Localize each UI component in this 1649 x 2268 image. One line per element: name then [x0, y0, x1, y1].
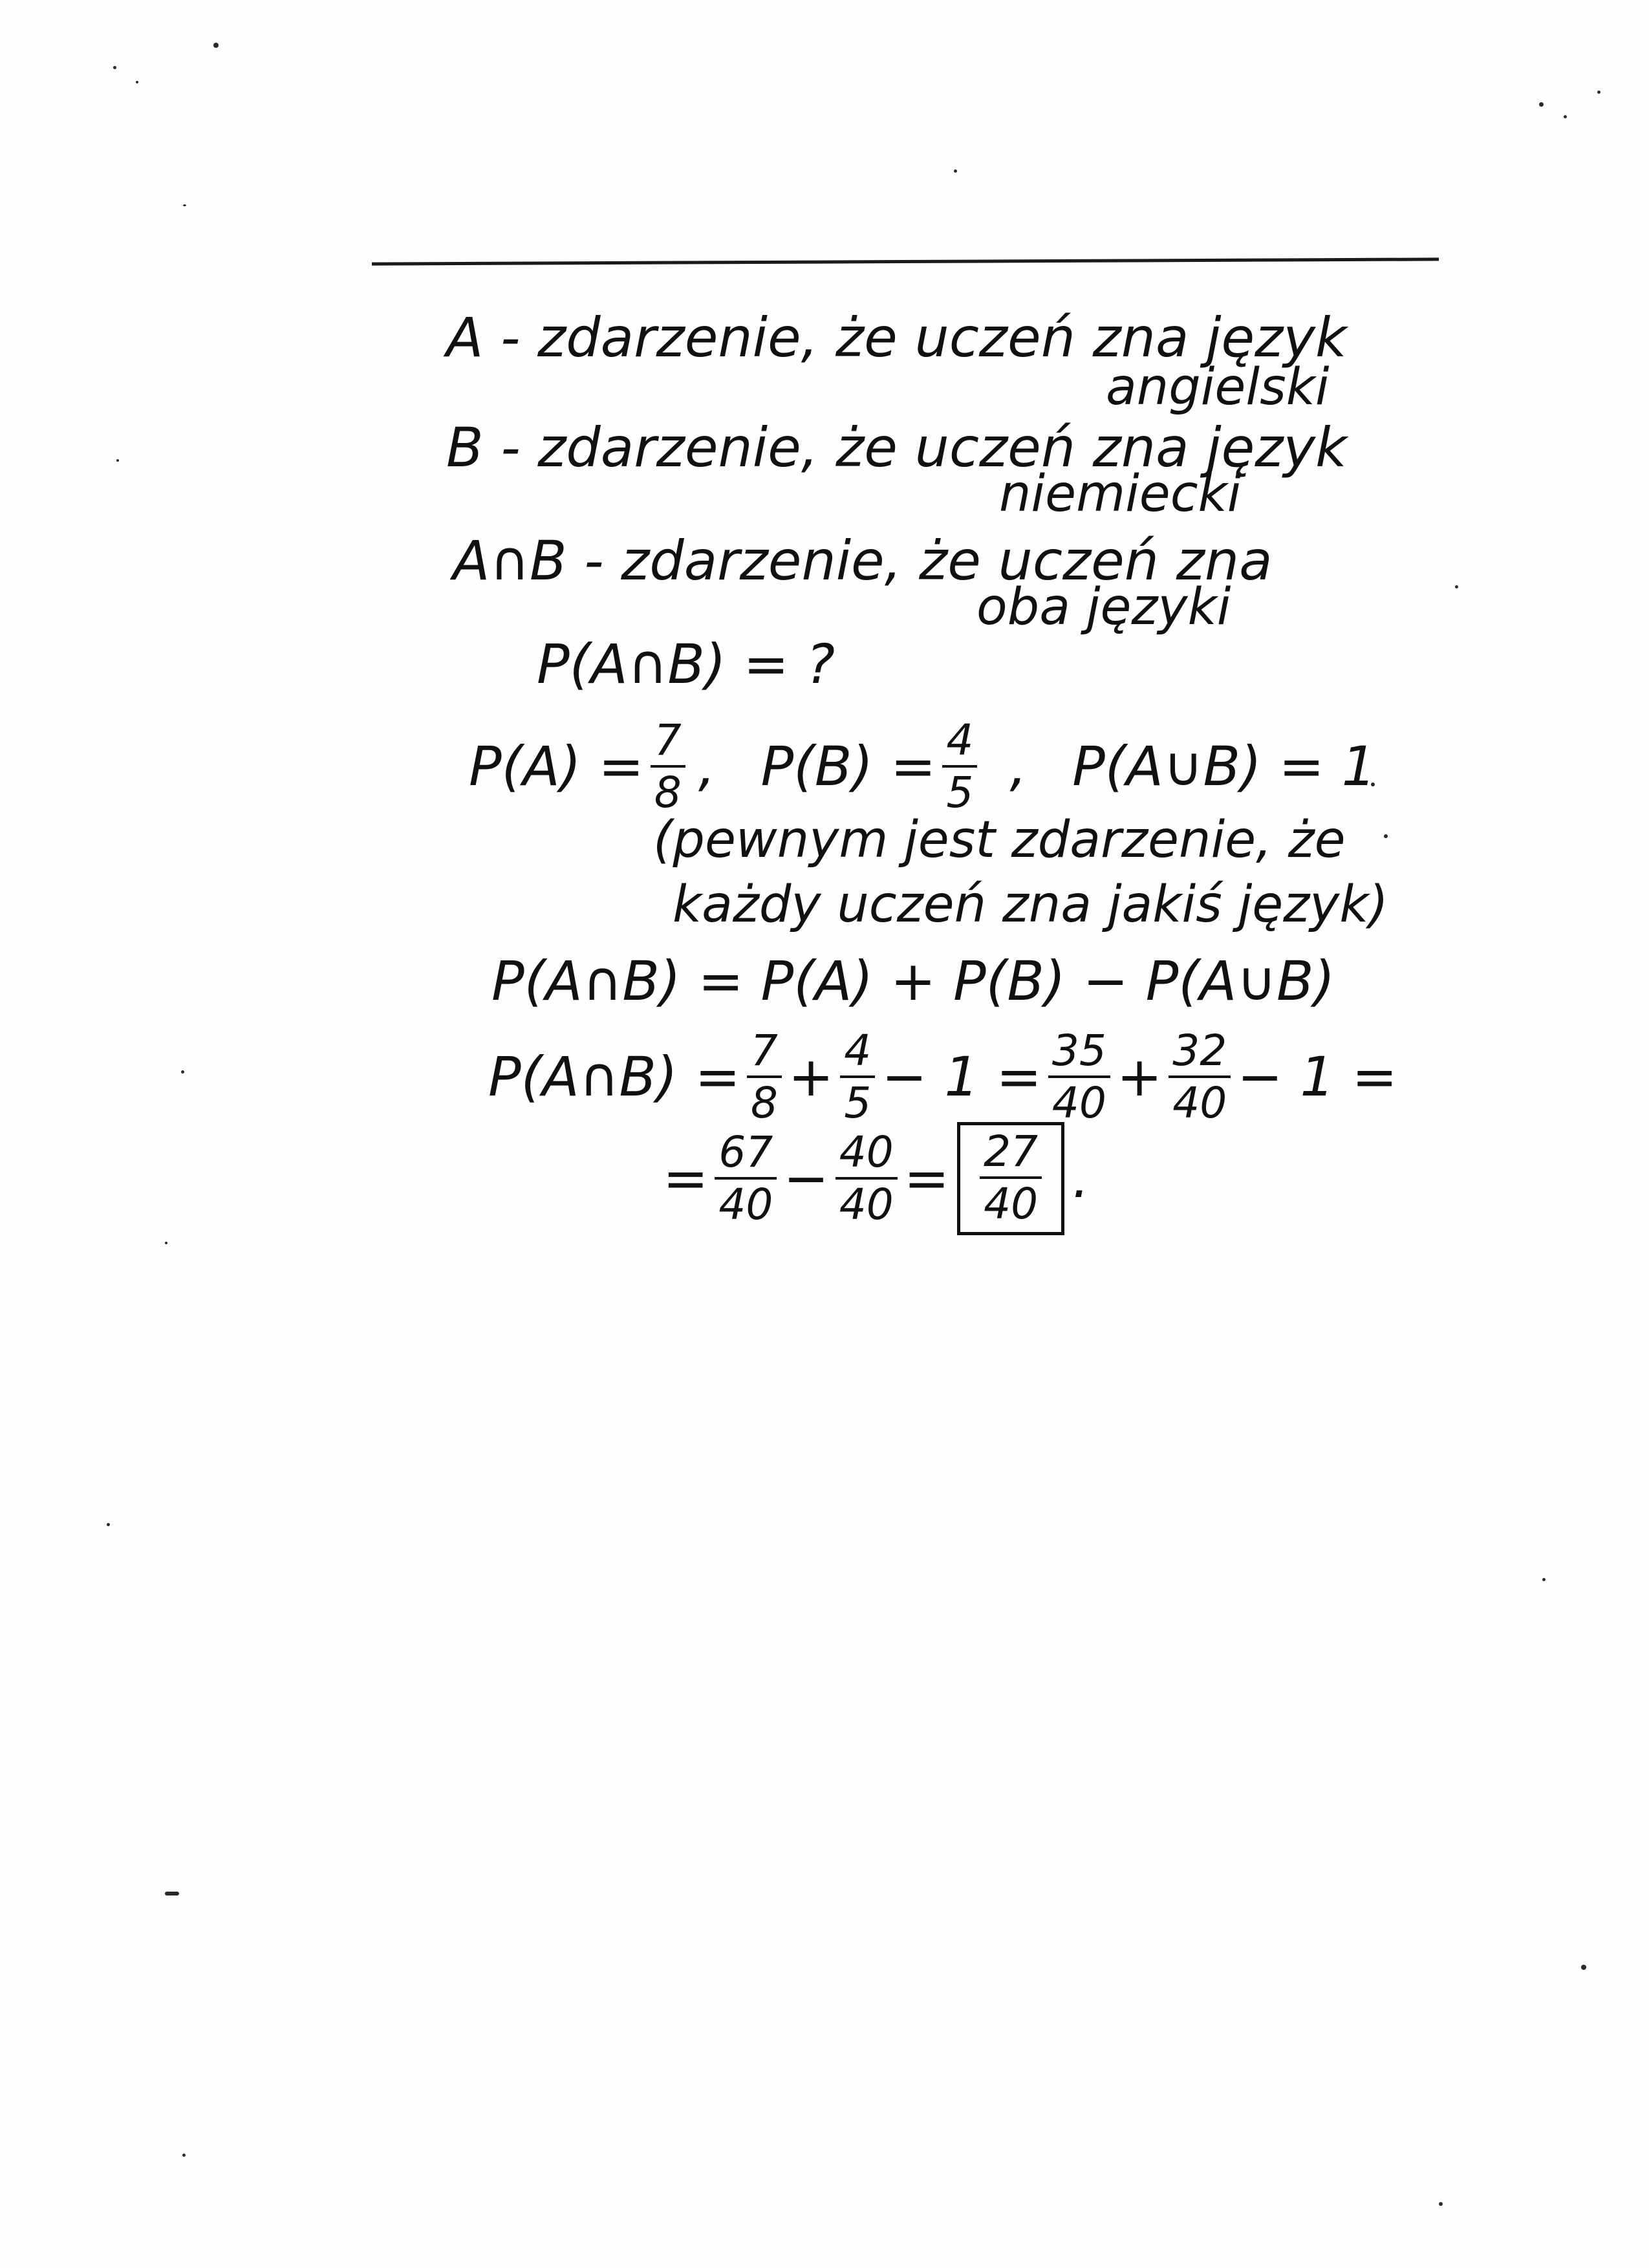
fraction-numerator: 67 [718, 1127, 773, 1177]
definition-b-continued: niemiecki [999, 465, 1242, 523]
scan-speck [107, 1523, 110, 1526]
scan-speck [165, 1242, 167, 1244]
fraction-numerator: 4 [844, 1026, 872, 1075]
note-line-2: każdy uczeń zna jakiś język) [673, 876, 1388, 934]
pa-label: P(A) = [469, 735, 644, 799]
fraction-35-40 [1048, 1026, 1110, 1129]
pb-fraction [942, 715, 977, 818]
scan-speck [181, 1070, 184, 1074]
scan-speck [213, 43, 219, 48]
fraction-denominator: 40 [839, 1180, 894, 1230]
fraction-denominator: 40 [1172, 1078, 1227, 1129]
plus-sign: + [1116, 1045, 1163, 1109]
minus-one-equals: − 1 = [881, 1045, 1042, 1109]
scan-speck [1564, 115, 1567, 118]
definition-ab: A∩B - zdarzenie, że uczeń zna [453, 529, 1273, 592]
question: P(A∩B) = ? [537, 632, 835, 696]
fraction-numerator: 7 [750, 1026, 778, 1075]
plus-sign: + [788, 1045, 834, 1109]
equals-sign: = [663, 1147, 709, 1211]
separator: , [698, 735, 716, 799]
calculation-line-2 [663, 1122, 1090, 1235]
paub-value: P(A∪B) = 1 [1072, 735, 1377, 799]
inclusion-exclusion-formula: P(A∩B) = P(A) + P(B) − P(A∪B) [491, 949, 1335, 1013]
scan-speck [182, 2154, 186, 2157]
scan-speck [1597, 91, 1600, 94]
fraction-numerator: 7 [654, 715, 682, 765]
scan-speck [183, 204, 186, 206]
fraction-4-5 [840, 1026, 875, 1129]
fraction-denominator: 5 [844, 1078, 872, 1129]
pb-label: P(B) = [760, 735, 936, 799]
final-period: . [1072, 1147, 1090, 1211]
scan-speck [1581, 1965, 1586, 1970]
fraction-numerator: 27 [984, 1127, 1039, 1176]
scan-speck [1542, 1578, 1546, 1581]
fraction-denominator: 5 [946, 768, 974, 818]
separator: , [1009, 735, 1028, 799]
fraction-denominator: 8 [750, 1078, 778, 1129]
fraction-67-40 [715, 1127, 777, 1230]
fraction-denominator: 40 [718, 1180, 773, 1230]
scan-speck [1384, 834, 1388, 838]
scan-speck [1455, 585, 1458, 589]
fraction-32-40 [1169, 1026, 1231, 1129]
fraction-40-40 [835, 1127, 898, 1230]
scan-speck [165, 1892, 179, 1895]
header-rule [372, 257, 1439, 265]
definition-ab-continued: oba języki [976, 578, 1231, 636]
calc-lhs: P(A∩B) = [488, 1045, 740, 1109]
scan-speck [136, 81, 138, 83]
result-box [957, 1122, 1064, 1235]
fraction-numerator: 32 [1172, 1026, 1227, 1075]
fraction-denominator: 8 [654, 768, 682, 818]
scan-speck [113, 66, 116, 69]
note-line-1: (pewnym jest zdarzenie, że [653, 811, 1346, 869]
result-fraction [980, 1129, 1042, 1227]
fraction-denominator: 40 [1051, 1078, 1106, 1129]
fraction-numerator: 35 [1051, 1026, 1106, 1075]
scan-speck [954, 169, 957, 173]
scan-speck [1439, 2202, 1443, 2206]
minus-one-equals: − 1 = [1237, 1045, 1397, 1109]
calculation-line-1 [488, 1026, 1397, 1129]
equals-sign: = [903, 1147, 950, 1211]
fraction-numerator: 40 [839, 1127, 894, 1177]
given-probabilities [469, 715, 1377, 818]
definition-a-continued: angielski [1106, 358, 1330, 416]
pa-fraction [651, 715, 685, 818]
minus-sign: − [783, 1147, 829, 1211]
scan-speck [1539, 102, 1544, 107]
fraction-numerator: 4 [946, 715, 974, 765]
fraction-denominator: 40 [984, 1179, 1039, 1229]
scan-speck [116, 459, 119, 462]
definition-a: A - zdarzenie, że uczeń zna język [446, 306, 1347, 369]
fraction-7-8 [747, 1026, 782, 1129]
definition-b: B - zdarzenie, że uczeń zna język [446, 416, 1347, 479]
